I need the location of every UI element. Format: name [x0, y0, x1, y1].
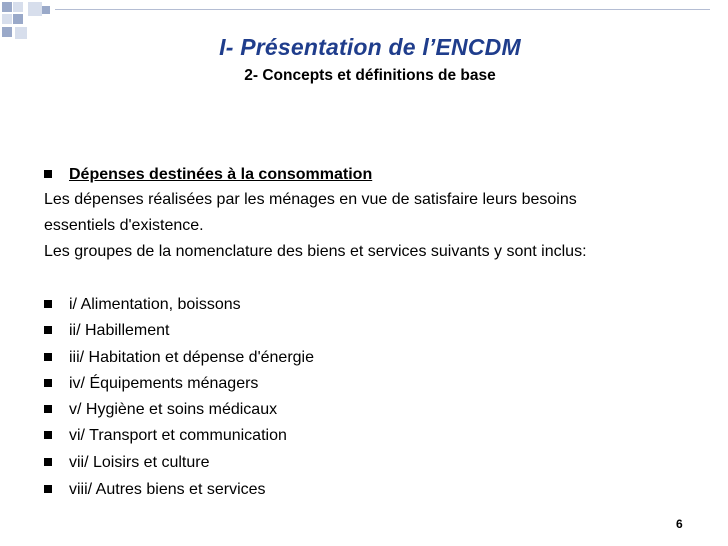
bullet-square-icon	[44, 326, 52, 334]
list-item-text: vii/ Loisirs et culture	[69, 454, 210, 471]
decor-square	[28, 2, 42, 16]
list-item	[44, 348, 314, 368]
list-item-text: ii/ Habillement	[69, 322, 170, 339]
slide-title: I- Présentation de l’ENCDM	[219, 34, 521, 60]
list-item-text: iv/ Équipements ménagers	[69, 375, 259, 392]
bullet-square-icon	[44, 431, 52, 439]
paragraph-line: essentiels d'existence.	[44, 217, 204, 234]
slide-subtitle: 2- Concepts et définitions de base	[244, 67, 496, 84]
section-heading	[44, 165, 372, 185]
paragraph-line: Les groupes de la nomenclature des biens et services suivants y sont inclus:	[44, 243, 587, 260]
bullet-square-icon	[44, 485, 52, 493]
bullet-square-icon	[44, 405, 52, 413]
page-number: 6	[676, 517, 683, 531]
bullet-square-icon	[44, 170, 52, 178]
header-rule	[55, 9, 710, 10]
list-item	[44, 295, 241, 315]
list-item	[44, 374, 258, 394]
list-item-text: iii/ Habitation et dépense d'énergie	[69, 349, 314, 366]
bullet-square-icon	[44, 379, 52, 387]
list-item	[44, 426, 287, 446]
list-item-text: viii/ Autres biens et services	[69, 481, 266, 498]
list-item	[44, 400, 277, 420]
decor-square	[2, 27, 12, 37]
bullet-square-icon	[44, 458, 52, 466]
decor-square	[2, 2, 12, 12]
bullet-square-icon	[44, 353, 52, 361]
decor-square	[13, 2, 23, 12]
list-item-text: v/ Hygiène et soins médicaux	[69, 401, 278, 418]
section-heading-text: Dépenses destinées à la consommation	[69, 166, 373, 183]
corner-decoration	[0, 0, 60, 46]
decor-square	[42, 6, 50, 14]
list-item	[44, 480, 266, 500]
decor-square	[2, 14, 12, 24]
paragraph-line: Les dépenses réalisées par les ménages en vue de satisfaire leurs besoins	[44, 191, 577, 208]
list-item	[44, 321, 169, 341]
list-item-text: vi/ Transport et communication	[69, 427, 287, 444]
decor-square	[13, 14, 23, 24]
list-item	[44, 453, 210, 473]
bullet-square-icon	[44, 300, 52, 308]
list-item-text: i/ Alimentation, boissons	[69, 296, 241, 313]
decor-square	[15, 27, 27, 39]
